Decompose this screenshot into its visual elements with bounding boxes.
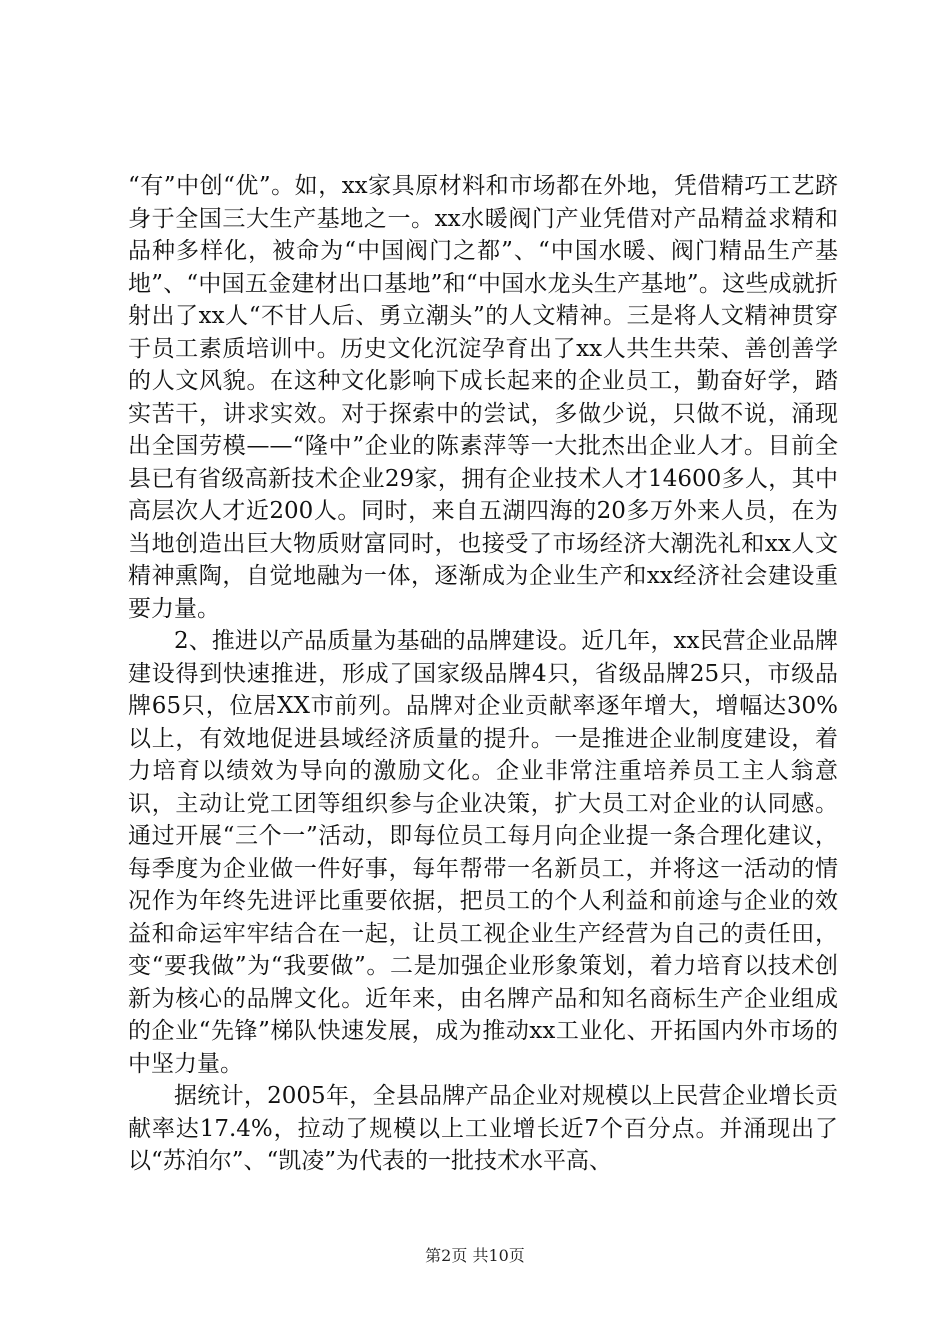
paragraph-1: “有”中创“优”。如，xx家具原材料和市场都在外地，凭借精巧工艺跻身于全国三大生产基地之一。xx水暖阀门产业凭借对产品精益求精和品种多样化，被命为“中国阀门之都”、“中国水暖、阀门精品生产基地”、“中国五金建材出口基地”和“中国水龙头生产基地”。这些成就折射出了xx人“不甘人后、勇立潮头”的人文精神。三是将人文精神贯穿于员工素质培训中。历史文化沉淀孕育出了xx人共生共荣、善创善学的人文风貌。在这种文化影响下成长起来的企业员工，勤奋好学，踏实苦干，讲求实效。对于探索中的尝试，多做少说，只做不说，涌现出全国劳模——“隆中”企业的陈素萍等一大批杰出企业人才。目前全县已有省级高新技术企业29家，拥有企业技术人才14600多人，其中高层次人才近200人。同时，来自五湖四海的20多万外来人员，在为当地创造出巨大物质财富同时，也接受了市场经济大潮洗礼和xx人文精神熏陶，自觉地融为一体，逐渐成为企业生产和xx经济社会建设重要力量。 bbox=[128, 173, 838, 622]
paragraph-3: 据统计，2005年，全县品牌产品企业对规模以上民营企业增长贡献率达17.4%，拉动了规模以上工业增长近7个百分点。并涌现出了以“苏泊尔”、“凯凌”为代表的一批技术水平高、 bbox=[128, 1083, 838, 1174]
body-text bbox=[128, 170, 838, 1178]
paragraph-2: 2、推进以产品质量为基础的品牌建设。近几年，xx民营企业品牌建设得到快速推进，形成了国家级品牌4只，省级品牌25只，市级品牌65只，位居XX市前列。品牌对企业贡献率逐年增大，增幅达30%以上，有效地促进县域经济质量的提升。一是推进企业制度建设，着力培育以绩效为导向的激励文化。企业非常注重培养员工主人翁意识，主动让党工团等组织参与企业决策，扩大员工对企业的认同感。通过开展“三个一”活动，即每位员工每月向企业提一条合理化建议，每季度为企业做一件好事，每年帮带一名新员工，并将这一活动的情况作为年终先进评比重要依据，把员工的个人利益和前途与企业的效益和命运牢牢结合在一起，让员工视企业生产经营为自己的责任田，变“要我做”为“我要做”。二是加强企业形象策划，着力培育以技术创新为核心的品牌文化。近年来，由名牌产品和知名商标生产企业组成的企业“先锋”梯队快速发展，成为推动xx工业化、开拓国内外市场的中坚力量。 bbox=[128, 628, 838, 1077]
page-number-footer: 第2页 共10页 bbox=[425, 1246, 525, 1265]
